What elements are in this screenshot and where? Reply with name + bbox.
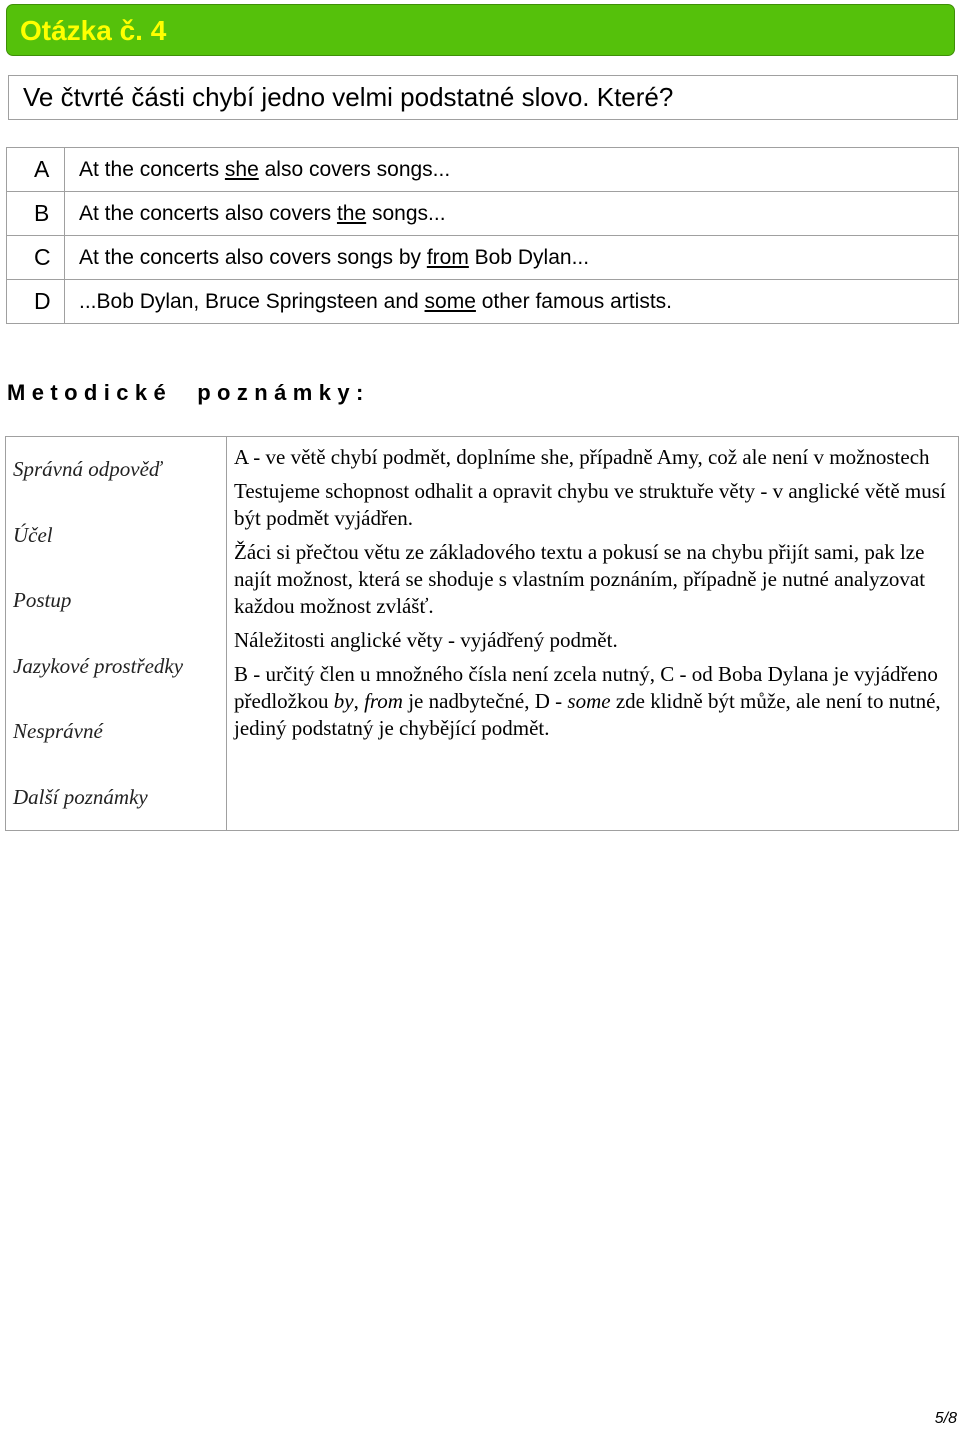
option-letter: B	[7, 192, 65, 236]
label-purpose: Účel	[13, 522, 53, 547]
page-number: 5/8	[934, 1410, 957, 1427]
options-table	[6, 147, 959, 324]
note-procedure: Žáci si přečtou větu ze základového textu a pokusí se na chybu přijít sami, pak lze najít možnost, která se shoduje s vlastním poznáním, případně je nutné analyzovat každou možnost zvlášť.	[234, 540, 926, 618]
option-row[interactable]	[7, 148, 959, 192]
underlined-word: from	[426, 245, 469, 269]
label-other-notes: Další poznámky	[13, 784, 148, 809]
underlined-word: she	[224, 157, 259, 181]
question-box	[8, 75, 958, 120]
option-row[interactable]	[7, 192, 959, 236]
label-correct-answer: Správná odpověď	[13, 457, 162, 482]
option-letter: C	[7, 236, 65, 280]
option-row[interactable]	[7, 280, 959, 324]
note-answer: A - ve větě chybí podmět, doplníme she, případně Amy, což ale není v možnostech	[234, 445, 930, 469]
label-procedure: Postup	[13, 588, 72, 613]
option-text: At the concerts also covers the songs...	[65, 192, 959, 236]
note-language: Náležitosti anglické věty - vyjádřený podmět.	[234, 628, 618, 652]
option-letter: A	[7, 148, 65, 192]
option-letter: D	[7, 280, 65, 324]
underlined-word: the	[336, 201, 367, 225]
option-text: ...Bob Dylan, Bruce Springsteen and some other famous artists.	[65, 280, 959, 324]
option-row[interactable]	[7, 236, 959, 280]
label-language: Jazykové prostředky	[13, 653, 184, 678]
note-wrong: B - určitý člen u množného čísla není zcela nutný, C - od Boba Dylana je vyjádřeno předložkou by, from je nadbytečné, D - some zde klidně být může, ale není to nutné, jediný podstatný je chybějící podmět.	[234, 662, 941, 740]
notes-title: Metodické poznámky:	[7, 380, 370, 405]
notes-content	[227, 437, 959, 831]
label-wrong: Nesprávné	[13, 719, 103, 744]
notes-table	[5, 436, 959, 831]
question-number-title: Otázka č. 4	[20, 15, 167, 46]
question-header	[6, 4, 955, 56]
notes-labels	[6, 437, 227, 831]
underlined-word: some	[424, 289, 476, 313]
option-text: At the concerts also covers songs by from Bob Dylan...	[65, 236, 959, 280]
option-text: At the concerts she also covers songs...	[65, 148, 959, 192]
question-text: Ve čtvrté části chybí jedno velmi podstatné slovo. Které?	[23, 82, 674, 112]
note-purpose: Testujeme schopnost odhalit a opravit chybu ve struktuře věty - v anglické větě musí být podmět vyjádřen.	[234, 479, 946, 530]
